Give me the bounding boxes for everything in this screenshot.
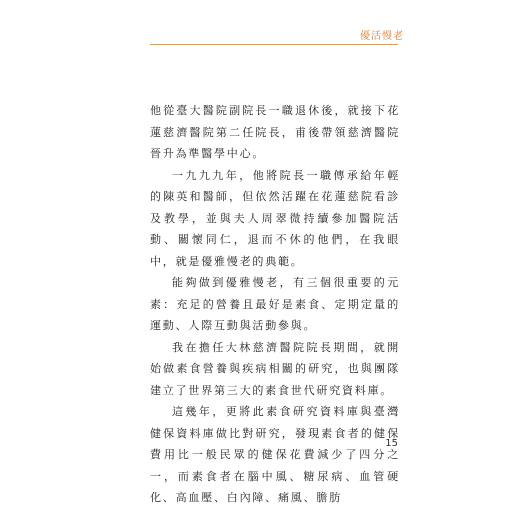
paragraph-5: 這幾年，更將此素食研究資料庫與臺灣健保資料庫做比對研究，發現素食者的健保費用比一般民眾的健保花費減少了四分之一，而素食者在腦中風、糖尿病、血管硬化、高血壓、白內障、痛風、膽肪 [150, 405, 400, 504]
paragraph-3: 能夠做到優雅慢老，有三個很重要的元素：充足的營養且最好是素食、定期定量的運動、人際互動與活動參與。 [150, 276, 400, 332]
paragraph-1: 他從臺大醫院副院長一職退休後，就接下花蓮慈濟醫院第二任院長，甫後帶領慈濟醫院晉升為準醫學中心。 [150, 104, 400, 160]
header-rule [150, 44, 398, 45]
running-header-title: 優活慢老 [360, 31, 404, 42]
page-body [150, 100, 400, 509]
paragraph-4: 我在擔任大林慈濟醫院院長期間，就開始做素食營養與疾病相關的研究，也與團隊建立了世界第三大的素食世代研究資料庫。 [150, 340, 400, 397]
page-number: 15 [385, 438, 398, 449]
paragraph-2: 一九九九年，他將院長一職傳承給年輕的陳英和醫師，但依然活躍在花蓮慈院看診及教學，並與夫人周翠微持續參加醫院活動、關懷同仁，退而不休的他們，在我眼中，就是優雅慢老的典範。 [150, 168, 400, 268]
